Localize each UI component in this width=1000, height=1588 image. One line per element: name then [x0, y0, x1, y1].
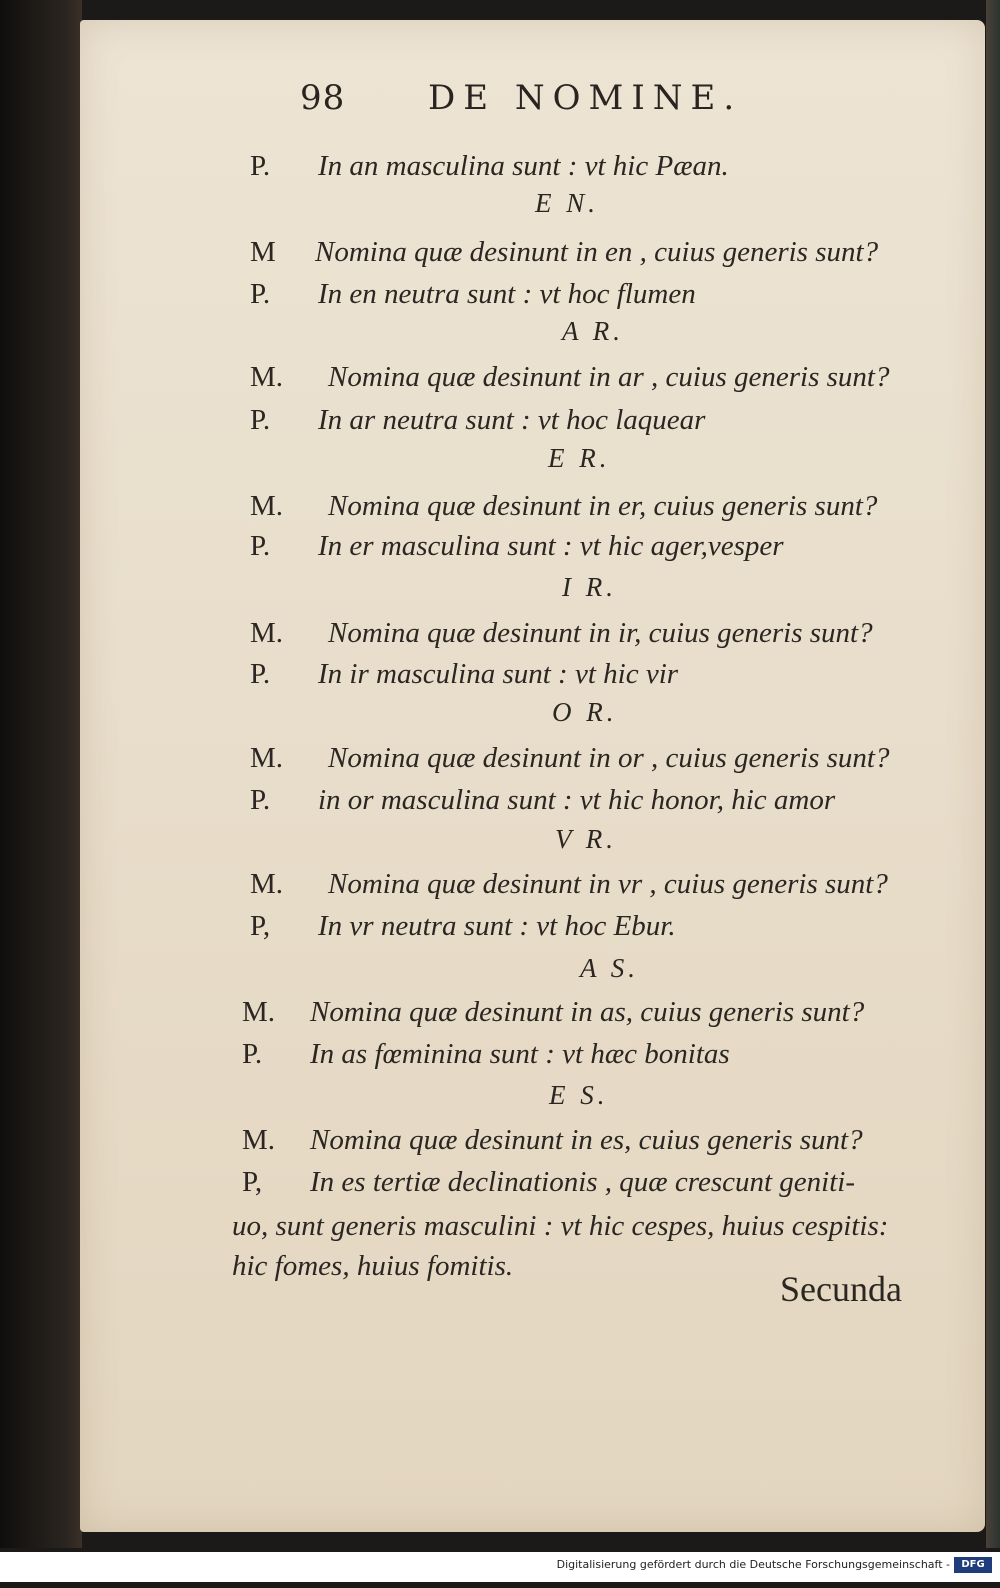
line-text: In ir masculina sunt : vt hic vir	[318, 658, 679, 690]
speaker-label: P.	[250, 150, 271, 182]
speaker-label: P.	[250, 530, 271, 562]
line-text: In es tertiæ declinationis , quæ crescunt geniti-	[310, 1166, 856, 1198]
speaker-label: P.	[250, 278, 271, 310]
section-heading: O R.	[552, 697, 618, 727]
dialogue-line	[0, 530, 1000, 570]
line-text: In an masculina sunt : vt hic Pæan.	[318, 150, 729, 182]
dialogue-line	[0, 910, 1000, 950]
dialogue-line	[0, 868, 1000, 908]
catchword: Secunda	[780, 1269, 902, 1309]
line-text: In as fœminina sunt : vt hæc bonitas	[310, 1038, 730, 1070]
dialogue-line	[0, 404, 1000, 444]
line-text: Nomina quæ desinunt in as, cuius generis sunt?	[310, 996, 865, 1028]
speaker-label: P.	[250, 404, 271, 436]
speaker-label: M.	[242, 996, 276, 1028]
line-text: Nomina quæ desinunt in or , cuius generis sunt?	[328, 742, 890, 774]
line-text: In ar neutra sunt : vt hoc laquear	[318, 404, 706, 436]
continuation-line: hic fomes, huius fomitis.	[232, 1250, 514, 1282]
speaker-label: M	[250, 236, 276, 268]
section-heading: E N.	[535, 188, 600, 218]
line-text: In en neutra sunt : vt hoc flumen	[318, 278, 696, 310]
section-heading: I R.	[562, 572, 617, 602]
dialogue-line	[0, 1124, 1000, 1164]
section-heading: E S.	[549, 1080, 609, 1110]
speaker-label: P.	[250, 784, 271, 816]
line-text: in or masculina sunt : vt hic honor, hic amor	[318, 784, 836, 816]
line-text: Nomina quæ desinunt in es, cuius generis sunt?	[310, 1124, 863, 1156]
footer-credit: Digitalisierung gefördert durch die Deutsche Forschungsgemeinschaft -	[556, 1558, 950, 1571]
speaker-label: P,	[242, 1166, 263, 1198]
speaker-label: M.	[250, 742, 284, 774]
section-heading: E R.	[548, 443, 611, 473]
running-header	[300, 78, 820, 124]
running-title: DE NOMINE.	[428, 78, 743, 118]
dialogue-line	[0, 658, 1000, 698]
dialogue-line	[0, 490, 1000, 530]
line-text: Nomina quæ desinunt in ir, cuius generis sunt?	[328, 617, 873, 649]
dialogue-line	[0, 150, 1000, 190]
line-text: In vr neutra sunt : vt hoc Ebur.	[318, 910, 676, 942]
dialogue-line	[0, 236, 1000, 276]
speaker-label: M.	[250, 617, 284, 649]
dialogue-line	[0, 361, 1000, 401]
line-text: Nomina quæ desinunt in er, cuius generis sunt?	[328, 490, 878, 522]
line-text: Nomina quæ desinunt in ar , cuius generis sunt?	[328, 361, 890, 393]
line-text: Nomina quæ desinunt in vr , cuius generis sunt?	[328, 868, 888, 900]
dialogue-line	[0, 742, 1000, 782]
speaker-label: M.	[242, 1124, 276, 1156]
dialogue-line	[0, 1166, 1000, 1206]
speaker-label: M.	[250, 868, 284, 900]
speaker-label: P.	[242, 1038, 263, 1070]
dialogue-line	[0, 278, 1000, 318]
dialogue-line	[0, 996, 1000, 1036]
continuation-line: uo, sunt generis masculini : vt hic cespes, huius cespitis:	[232, 1210, 889, 1242]
dialogue-line	[0, 1038, 1000, 1078]
line-text: In er masculina sunt : vt hic ager,vesper	[318, 530, 784, 562]
page-number: 98	[300, 78, 346, 118]
dialogue-line	[0, 617, 1000, 657]
speaker-label: M.	[250, 490, 284, 522]
speaker-label: P,	[250, 910, 271, 942]
section-heading: V R.	[555, 824, 617, 854]
footer-bar	[0, 1552, 1000, 1582]
speaker-label: P.	[250, 658, 271, 690]
section-heading: A R.	[562, 316, 624, 346]
dfg-logo: DFG	[954, 1557, 992, 1573]
dialogue-line	[0, 784, 1000, 824]
line-text: Nomina quæ desinunt in en , cuius generis sunt?	[315, 236, 879, 268]
section-heading: A S.	[580, 953, 640, 983]
speaker-label: M.	[250, 361, 284, 393]
